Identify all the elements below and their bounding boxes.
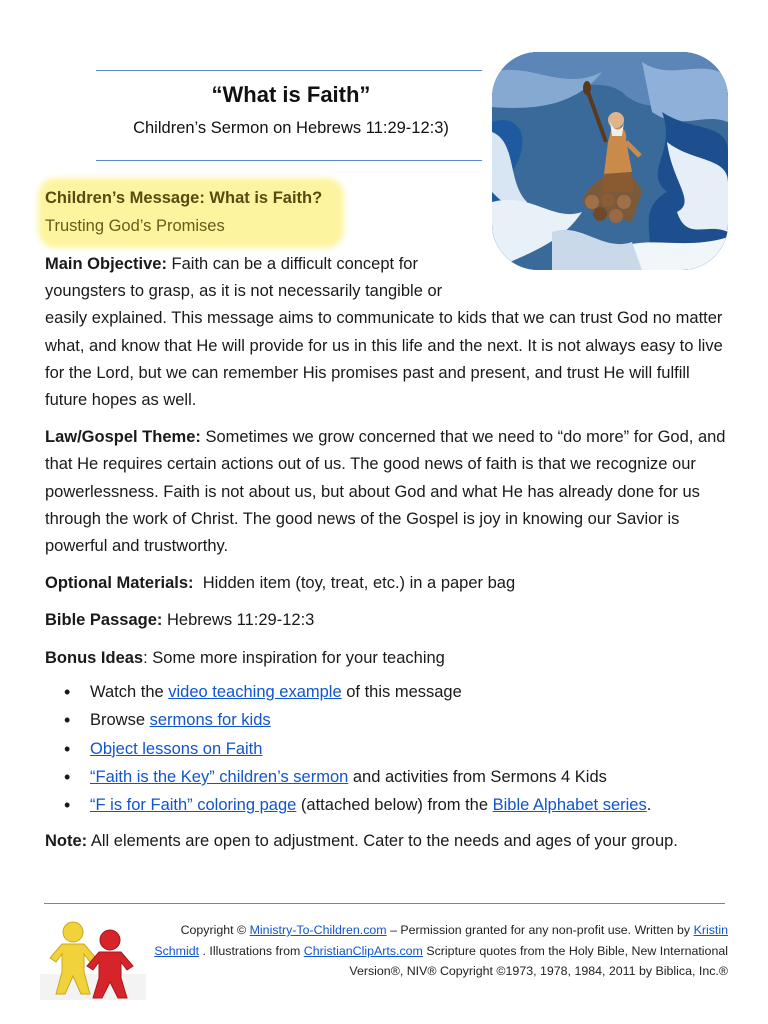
list-item (45, 791, 735, 819)
main-content (45, 251, 735, 865)
footer-text-2: – Permission granted for any non-profit use. Written by (386, 923, 694, 937)
paper-people-logo-icon (40, 914, 146, 1000)
objective-label: Main Objective: (45, 255, 167, 273)
list-item (45, 735, 735, 763)
bonus-label: Bonus Ideas (45, 648, 144, 667)
passage-paragraph (45, 607, 735, 634)
footer-text-3: . Illustrations from (199, 943, 304, 958)
page-subtitle: Children’s Sermon on Hebrews 11:29-12:3) (133, 119, 449, 137)
sermons-for-kids-link[interactable]: sermons for kids (149, 711, 271, 730)
footer-copyright (152, 920, 728, 982)
passage-label: Bible Passage: (45, 611, 163, 630)
hero-illustration (492, 52, 728, 270)
theme-paragraph (45, 424, 735, 560)
message-title: Children’s Message: What is Faith? (45, 189, 323, 207)
kristin-schmidt-link[interactable]: Kristin Schmidt (154, 923, 728, 958)
float-spacer (477, 251, 735, 295)
list-item (45, 678, 735, 706)
list-item-text: . (646, 796, 652, 815)
materials-label: Optional Materials: (45, 574, 194, 593)
moses-parting-red-sea-illustration (492, 52, 728, 270)
list-item-text: (attached below) from the (296, 796, 493, 815)
list-item-text: Browse (90, 711, 150, 730)
page-title: “What is Faith” (211, 82, 371, 107)
bonus-paragraph (45, 645, 735, 672)
coloring-page-link[interactable]: “F is for Faith” coloring page (90, 796, 297, 815)
list-item-text: Watch the (90, 682, 169, 701)
list-item (45, 706, 735, 734)
objective-text: Faith can be a difficult concept for youngsters to grasp, as it is not necessarily tangible or easily explained. This message aims to communicate to kids that we can trust God no matter what, and know that He will provide for us in this life and the next. It is not always easy to live for the Lord, but we can remember His promises past and present, and trust He will fulfill future hopes as well. (45, 255, 723, 410)
theme-label: Law/Gospel Theme: (45, 428, 201, 447)
passage-text: Hebrews 11:29-12:3 (162, 611, 315, 630)
materials-text: Hidden item (toy, treat, etc.) in a paper bag (193, 574, 516, 593)
note-label: Note: (45, 831, 88, 850)
bible-alphabet-link[interactable]: Bible Alphabet series (492, 796, 647, 815)
note-text: All elements are open to adjustment. Cater to the needs and ages of your group. (87, 831, 678, 850)
footer-text-4: Scripture quotes from the Holy Bible, New International Version®, NIV® Copyright ©1973, 1978, 1984, 2011 by Biblica, Inc.® (349, 943, 728, 978)
message-block (45, 184, 345, 240)
theme-text: Sometimes we grow concerned that we need to “do more” for God, and that He requires certain actions out of us. The good news of faith is that we recognize our powerlessness. Faith is not about us, but about God and what He has already done for us through the work of Christ. The good news of the Gospel is joy in knowing our Savior is powerful and trustworthy. (45, 428, 726, 556)
message-subtitle: Trusting God’s Promises (45, 217, 225, 235)
christian-clip-arts-link[interactable]: ChristianClipArts.com (303, 943, 423, 958)
materials-paragraph (45, 570, 735, 597)
title-block (96, 80, 486, 140)
title-top-rule (96, 70, 482, 71)
object-lessons-link[interactable]: Object lessons on Faith (90, 739, 263, 758)
objective-paragraph (45, 251, 735, 414)
bonus-list (45, 678, 735, 820)
note-paragraph (45, 828, 735, 855)
ministry-to-children-link[interactable]: Ministry-To-Children.com (249, 923, 387, 937)
video-teaching-link[interactable]: video teaching example (168, 682, 342, 701)
title-bottom-rule (96, 160, 482, 161)
list-item-text: and activities from Sermons 4 Kids (348, 768, 607, 787)
list-item (45, 763, 735, 791)
footer-text-1: Copyright © (180, 923, 250, 937)
faith-is-the-key-link[interactable]: “Faith is the Key” children’s sermon (90, 768, 349, 787)
list-item-text: of this message (341, 682, 462, 701)
footer-rule (44, 903, 725, 904)
bonus-text: : Some more inspiration for your teaching (143, 648, 445, 667)
